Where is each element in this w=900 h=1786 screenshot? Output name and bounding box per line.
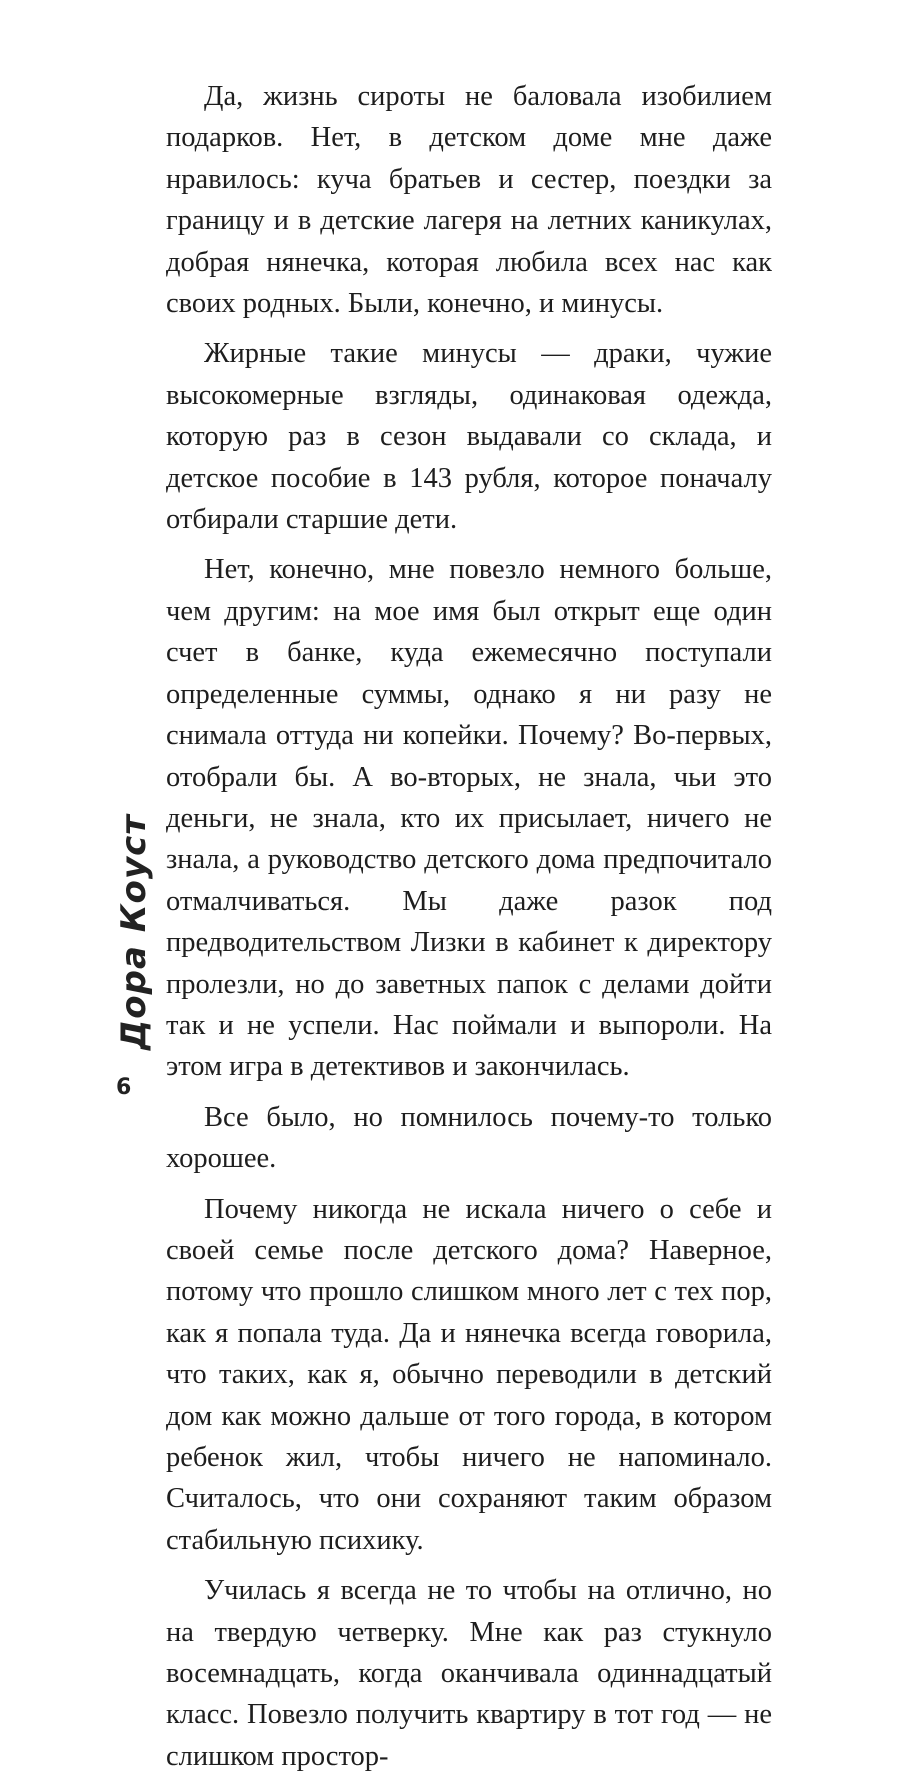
paragraph: Жирные такие минусы — драки, чужие высокомерные взгляды, одинаковая одежда, которую раз в сезон выдавали со склада, и детское пособие в 143 рубля, которое поначалу отбирали старшие дети. — [166, 338, 772, 536]
author-name: Дора Коуст — [114, 814, 154, 1050]
paragraph: Да, жизнь сироты не баловала изобилием подарков. Нет, в детском доме мне даже нравилось: куча братьев и сестер, поездки за границу и в детские лагеря на летних каникулах, добрая нянечка, которая любила всех нас как своих родных. Были, конечно, и минусы. — [166, 81, 772, 320]
paragraph: Почему никогда не искала ничего о себе и своей семье после детского дома? Наверное, потому что прошло слишком много лет с тех пор, как я попала туда. Да и нянечка всегда говорила, что таких, как я, обычно переводили в детский дом как можно дальше от того города, в котором ребенок жил, чтобы ничего не напоминало. Считалось, что они сохраняют таким образом стабильную психику. — [166, 1193, 772, 1556]
paragraph: Нет, конечно, мне повезло немного больше, чем другим: на мое имя был открыт еще один счет в банке, куда ежемесячно поступали определенные суммы, однако я ни разу не снимала оттуда ни копейки. Почему? Во-первых, отобрали бы. А во-вторых, не знала, чьи это деньги, не знала, кто их присылает, ничего не знала, а руководство детского дома предпочитало отмалчиваться. Мы даже разок под предводительством Лизки в кабинет к директору пролезли, но до заветных папок с делами дойти так и не успели. Нас поймали и выпороли. На этом игра в детективов и закончилась. — [166, 554, 772, 1083]
page-number: 6 — [116, 1075, 132, 1100]
paragraph: Училась я всегда не то чтобы на отлично, но на твердую четверку. Мне как раз стукнуло восемнадцать, когда оканчивала одиннадцатый класс. Повезло получить квартиру в тот год — не слишком простор- — [166, 1575, 772, 1772]
paragraph: Все было, но помнилось почему-то только хорошее. — [166, 1101, 772, 1175]
body-text — [166, 76, 772, 1786]
